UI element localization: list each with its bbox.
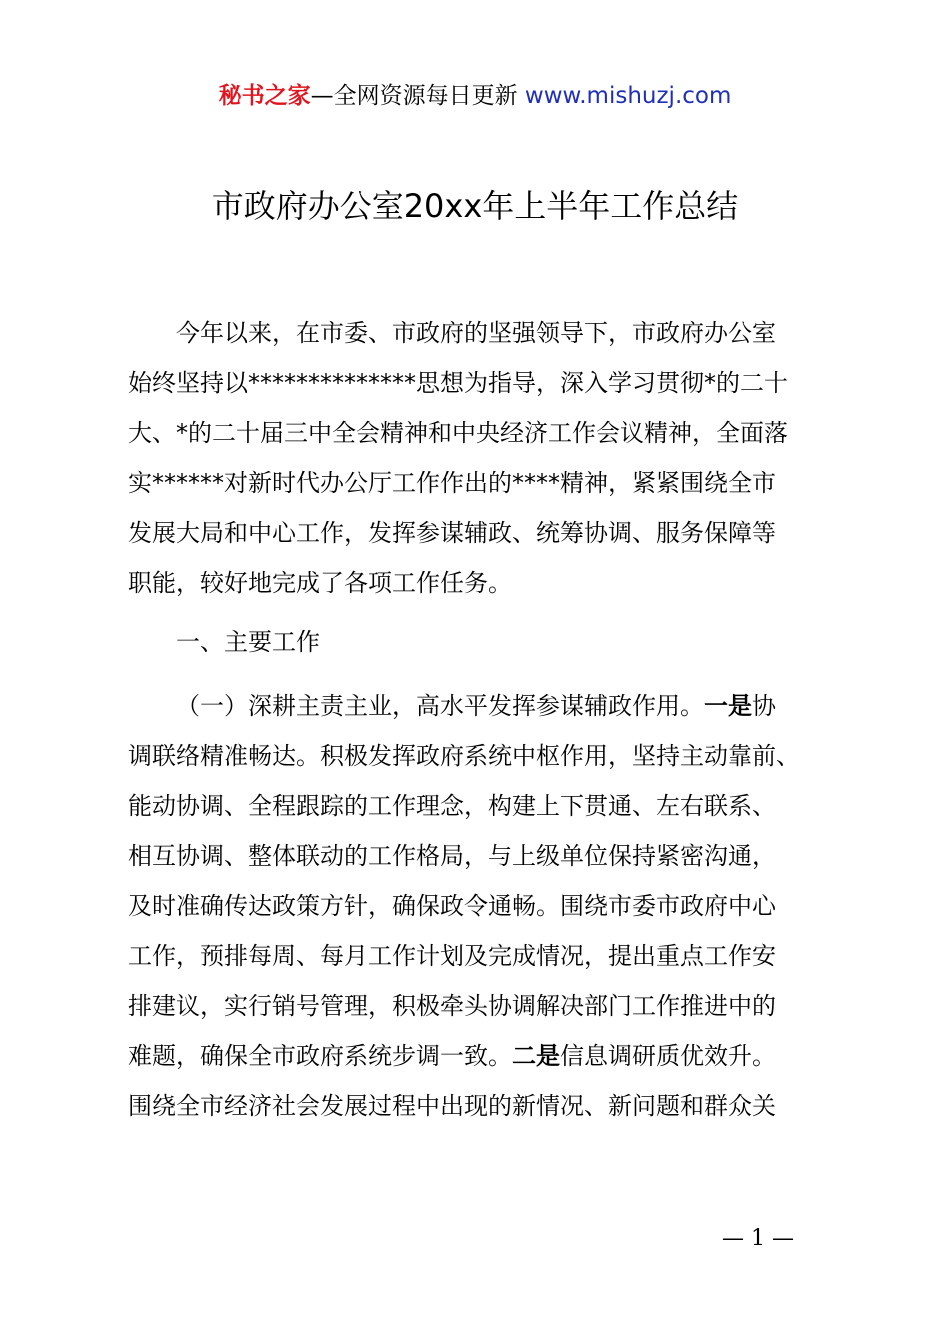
paragraph-line (128, 1031, 840, 1081)
paragraph-text: 信息调研质优效升。 (560, 1042, 776, 1070)
work-paragraph (128, 681, 840, 1131)
site-slogan: —全网资源每日更新 (310, 83, 518, 109)
section-heading (128, 617, 840, 667)
paragraph-line: 实******对新时代办公厅工作作出的****精神，紧紧围绕全市 (128, 469, 776, 497)
section-heading-text: 一、主要工作 (176, 628, 320, 656)
site-header (0, 80, 950, 112)
paragraph-text: 协 (752, 692, 776, 720)
bold-marker: 一是 (704, 692, 752, 720)
paragraph-line: 始终坚持以**************思想为指导，深入学习贯彻*的二十 (128, 369, 788, 397)
paragraph-text: 难题，确保全市政府系统步调一致。 (128, 1042, 512, 1070)
document-title: 市政府办公室20xx年上半年工作总结 (211, 187, 739, 225)
subsection-heading: （一）深耕主责主业，高水平发挥参谋辅政作用。 (176, 692, 704, 720)
site-url-link[interactable]: www.mishuzj.com (524, 83, 732, 109)
paragraph-line: 相互协调、整体联动的工作格局，与上级单位保持紧密沟通， (128, 842, 776, 870)
paragraph-line: 工作，预排每周、每月工作计划及完成情况，提出重点工作安 (128, 942, 776, 970)
page-number: — 1 — (722, 1226, 794, 1251)
intro-paragraph (128, 308, 840, 608)
paragraph-line: 发展大局和中心工作，发挥参谋辅政、统筹协调、服务保障等 (128, 519, 776, 547)
paragraph-line: 及时准确传达政策方针，确保政令通畅。围绕市委市政府中心 (128, 892, 776, 920)
bold-marker: 二是 (512, 1042, 560, 1070)
paragraph-line: 围绕全市经济社会发展过程中出现的新情况、新问题和群众关 (128, 1092, 776, 1120)
paragraph-line: 今年以来，在市委、市政府的坚强领导下，市政府办公室 (176, 319, 776, 347)
paragraph-line: 排建议，实行销号管理，积极牵头协调解决部门工作推进中的 (128, 992, 776, 1020)
paragraph-line: 调联络精准畅达。积极发挥政府系统中枢作用，坚持主动靠前、 (128, 742, 800, 770)
site-brand: 秘书之家 (218, 83, 311, 109)
paragraph-line: 大、*的二十届三中全会精神和中央经济工作会议精神，全面落 (128, 419, 788, 447)
paragraph-line: 职能，较好地完成了各项工作任务。 (128, 569, 512, 597)
paragraph-line: 能动协调、全程跟踪的工作理念，构建上下贯通、左右联系、 (128, 792, 776, 820)
paragraph-line (128, 681, 840, 731)
